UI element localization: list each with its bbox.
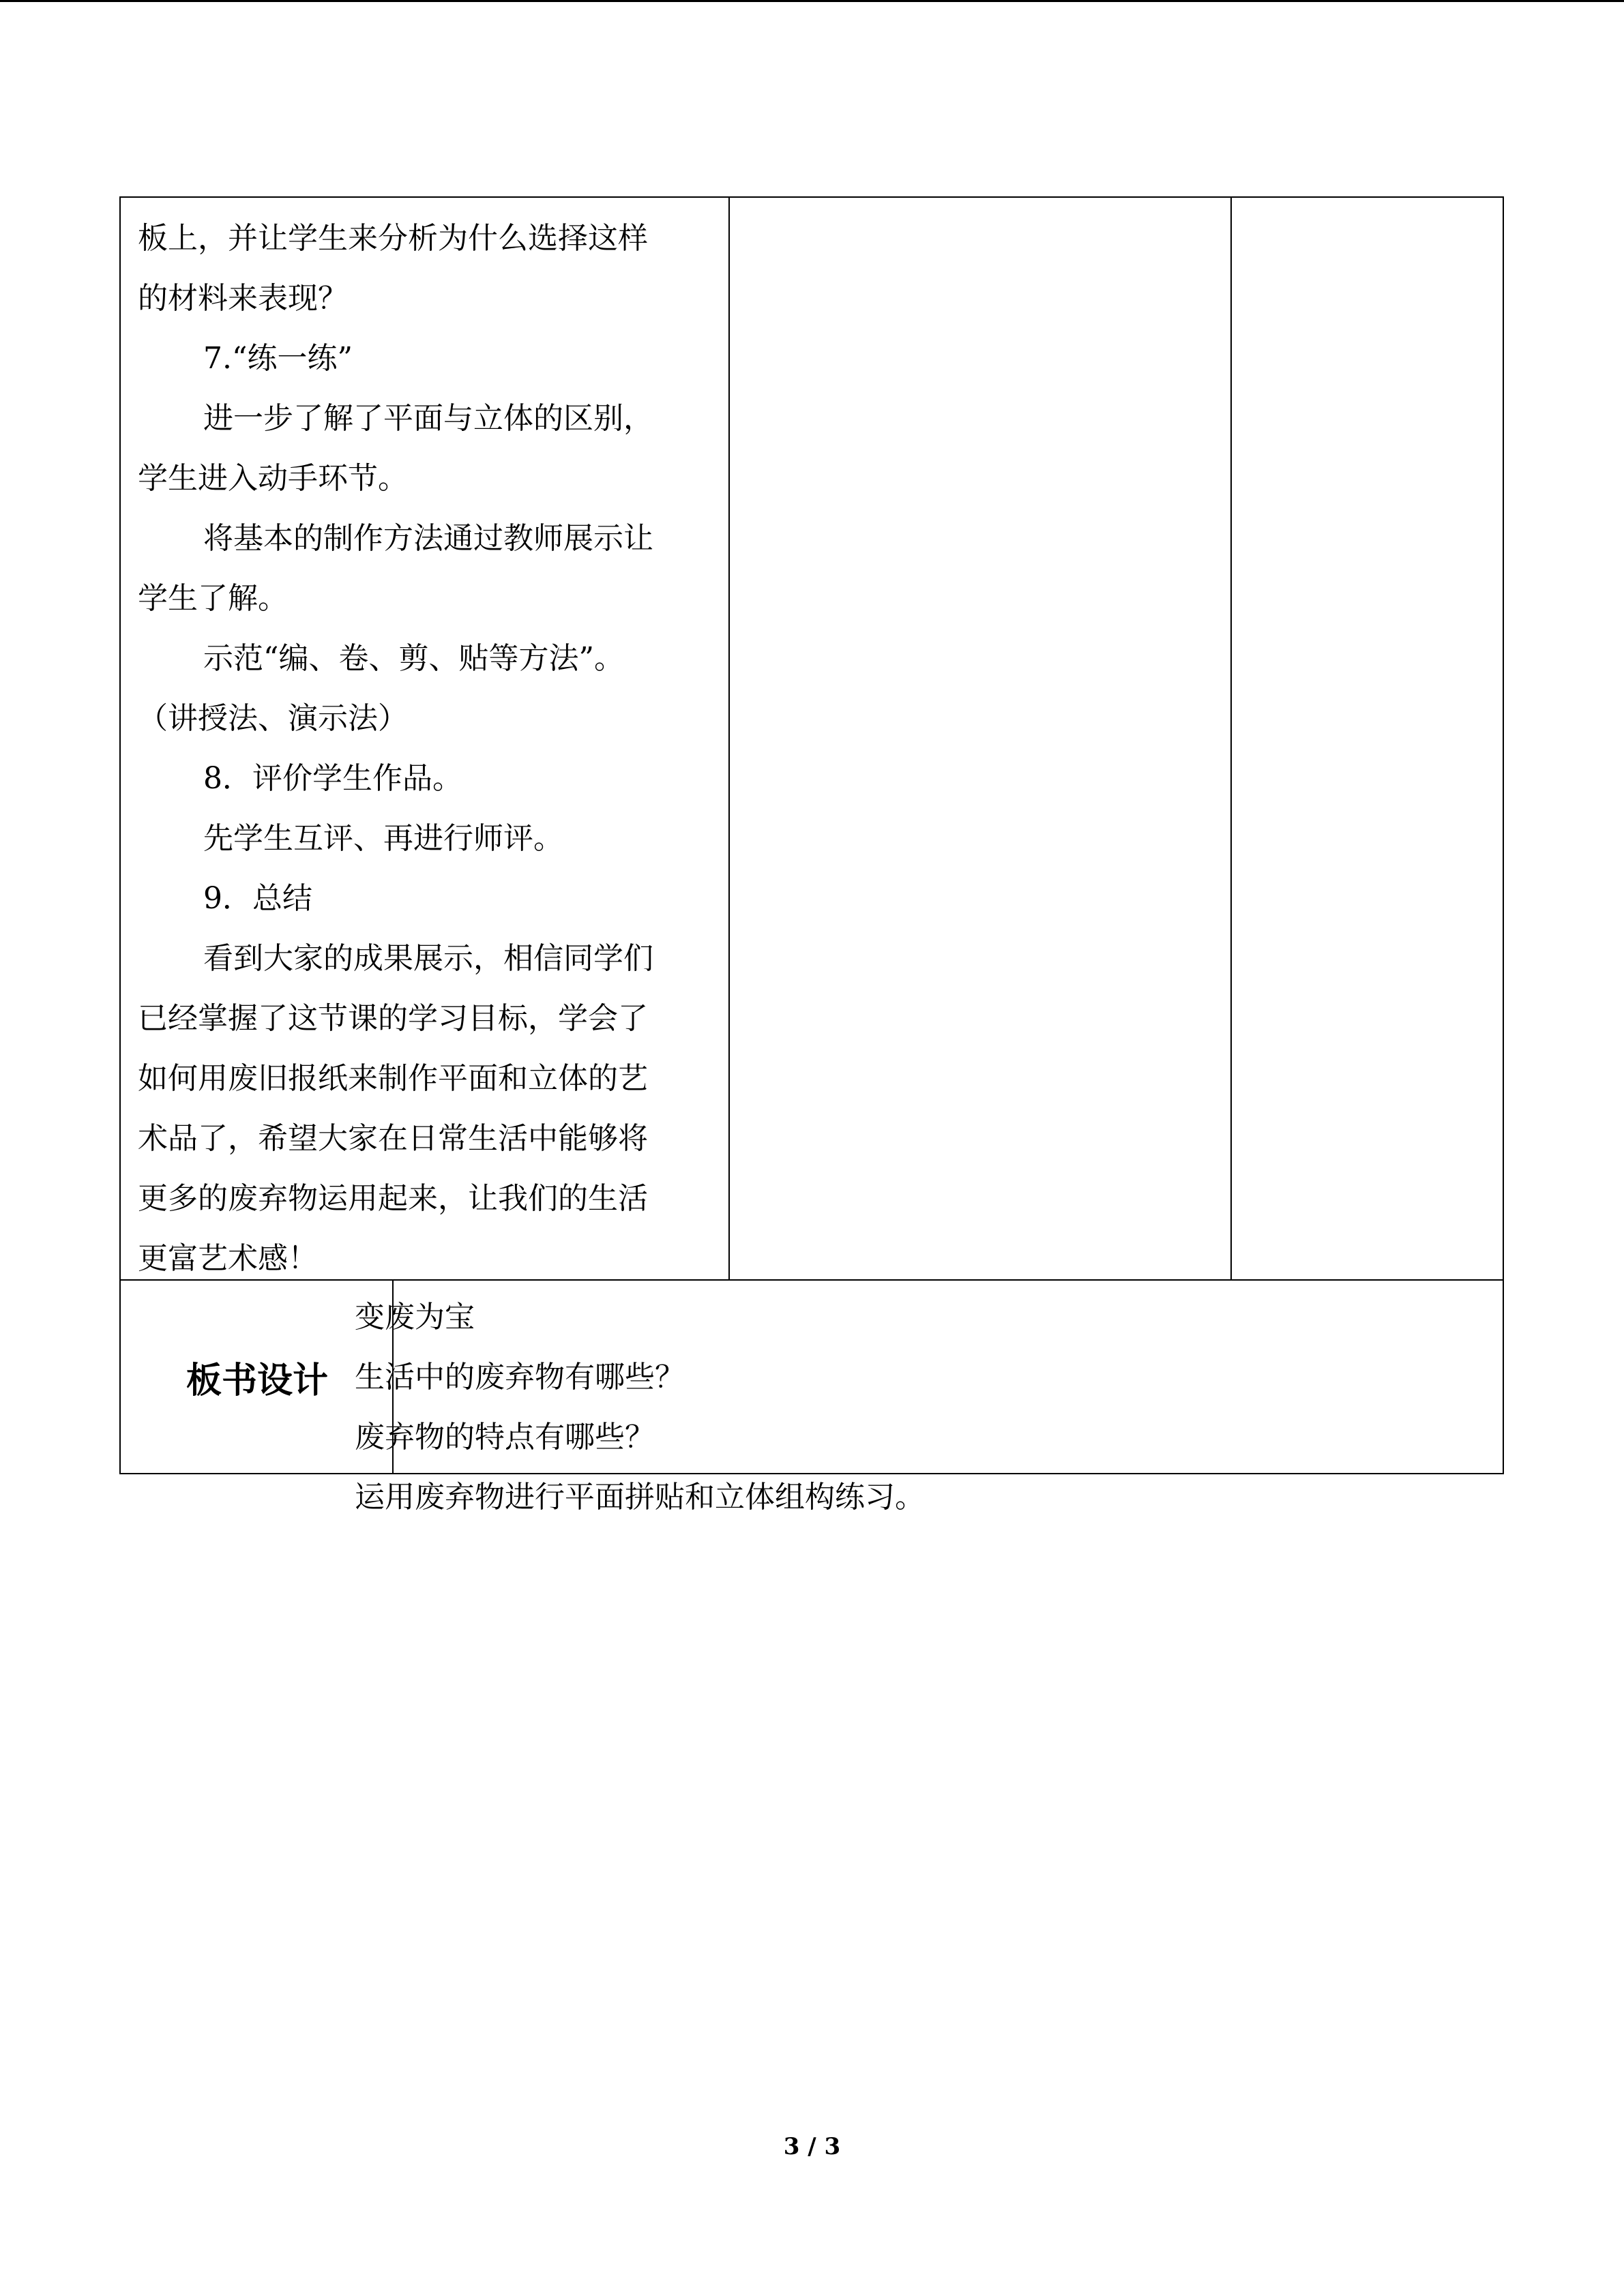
content-line: 更富艺术感！ — [138, 1241, 318, 1276]
content-line: 更多的废弃物运用起来，让我们的生活 — [138, 1181, 648, 1216]
content-line: 的材料来表现？ — [138, 281, 348, 316]
content-line: 看到大家的成果展示，相信同学们 — [203, 941, 653, 976]
content-line: 如何用废旧报纸来制作平面和立体的艺 — [138, 1061, 648, 1096]
teaching-process-text — [138, 209, 711, 1289]
content-line: 学生进入动手环节。 — [138, 461, 408, 496]
content-line: 7.“练一练” — [203, 341, 353, 376]
board-line-question-2: 废弃物的特点有哪些？ — [355, 1420, 655, 1455]
page-top-border — [0, 0, 1624, 2]
board-line-practice: 运用废弃物进行平面拼贴和立体组构练习。 — [355, 1480, 925, 1515]
board-design-content — [355, 1287, 925, 1527]
page-number: 3 / 3 — [783, 2133, 841, 2160]
content-line: 8．评价学生作品。 — [203, 761, 462, 796]
board-design-label — [121, 1279, 394, 1474]
content-line: 将基本的制作方法通过教师展示让 — [203, 521, 653, 556]
column-divider-1 — [728, 198, 730, 1279]
board-line-question-1: 生活中的废弃物有哪些？ — [355, 1360, 685, 1395]
lesson-plan-table — [119, 196, 1504, 1474]
board-line-title: 变废为宝 — [355, 1300, 475, 1335]
content-line: 已经掌握了这节课的学习目标，学会了 — [138, 1001, 648, 1036]
content-line: （讲授法、演示法） — [138, 701, 408, 736]
column-divider-2 — [1230, 198, 1232, 1279]
board-design-label-text: 板书设计 — [186, 1360, 328, 1401]
content-line: 9．总结 — [203, 881, 312, 916]
content-line: 先学生互评、再进行师评。 — [203, 821, 563, 856]
content-line: 学生了解。 — [138, 581, 288, 616]
content-line: 进一步了解了平面与立体的区别， — [203, 401, 653, 436]
content-line: 术品了，希望大家在日常生活中能够将 — [138, 1121, 648, 1156]
content-line: 示范“编、卷、剪、贴等方法”。 — [203, 641, 624, 676]
content-line: 板上，并让学生来分析为什么选择这样 — [138, 221, 648, 256]
